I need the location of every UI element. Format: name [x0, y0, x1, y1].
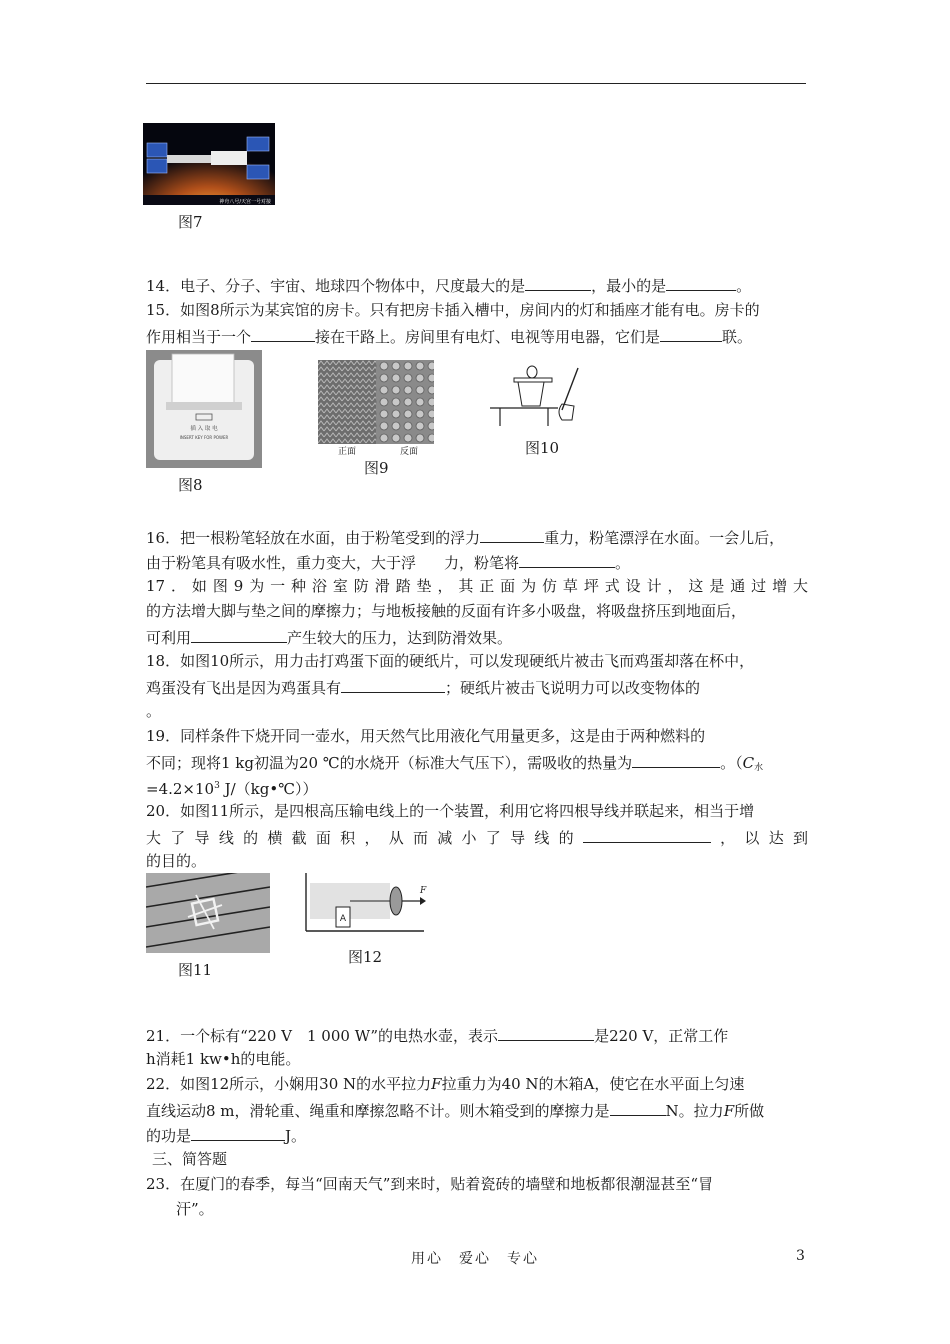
question-18-line-2: 鸡蛋没有飞出是因为鸡蛋具有 ；硬纸片被击飞说明力可以改变物体的	[146, 674, 808, 700]
answer-blank	[525, 272, 591, 291]
figure-8-card-text-cn: 插 入 取 电	[190, 426, 218, 432]
question-18-line-1: 18．如图10所示，用力击打鸡蛋下面的硬纸片，可以发现硬纸片被击飞而鸡蛋却落在杯中，	[146, 652, 755, 670]
question-19-line-1: 19．同样条件下烧开同一壶水，用天然气比用液化气用量更多，这是由于两种燃料的	[146, 727, 706, 745]
question-15-line-2: 作用相当于一个 接在干路上。房间里有电灯、电视等用电器，它们是 联。	[146, 323, 808, 349]
figure-9-right-label: 反面	[400, 447, 419, 457]
question-17-line-3: 可利用 产生较大的压力，达到防滑效果。	[146, 624, 808, 650]
figure-12-image	[302, 871, 428, 937]
answer-blank	[498, 1022, 594, 1041]
question-14: 14．电子、分子、宇宙、地球四个物体中，尺度最大的是 ，最小的是 。	[146, 272, 808, 298]
question-20-line-3: 的目的。	[146, 852, 207, 870]
answer-blank	[660, 323, 722, 342]
figure-12-caption: 图12	[348, 948, 383, 966]
question-19-line-3: $=4.2\times 10^3$ J/（kg•℃））	[146, 780, 318, 798]
answer-blank	[519, 549, 615, 568]
answer-blank	[341, 674, 445, 693]
question-18-line-3: 。	[146, 702, 162, 720]
section-3-title: 三、简答题	[152, 1150, 228, 1168]
question-20-line-1: 20．如图11所示，是四根高压输电线上的一个装置，利用它将四根导线并联起来，相当于增	[146, 802, 755, 820]
question-23-line-1: 23．在厦门的春季，每当“回南天气”到来时，贴着瓷砖的墙壁和地板都很潮湿甚至“冒	[146, 1175, 714, 1193]
question-22-line-3: 的功是 J。	[146, 1122, 808, 1148]
question-19-line-2: 不同；现将1 kg初温为20 ℃的水烧开（标准大气压下），需吸收的热量为 。（$C_水$	[146, 749, 808, 780]
answer-blank	[632, 749, 720, 768]
figure-10-caption: 图10	[525, 439, 560, 457]
answer-blank	[191, 1122, 285, 1141]
header-rule	[146, 83, 806, 84]
answer-blank	[191, 624, 287, 643]
question-21-line-2: h消耗1 kw•h的电能。	[146, 1050, 301, 1068]
answer-blank	[610, 1097, 666, 1116]
question-21-line-1: 21．一个标有“220 V 1 000 W”的电热水壶，表示 是220 V，正常工作	[146, 1022, 808, 1048]
figure-7-image	[143, 123, 275, 205]
answer-blank	[666, 272, 736, 291]
answer-blank	[583, 824, 711, 843]
question-22-line-1: 22．如图12所示，小娴用30 N的水平拉力F拉重力为40 N的木箱A，使它在水平面上匀速	[146, 1075, 745, 1093]
question-17-line-1: 17．如图9为一种浴室防滑踏垫，其正面为仿草坪式设计，这是通过增大	[146, 577, 808, 595]
figure-7-label: 神舟八号/天宫一号对接	[219, 199, 271, 205]
question-15-line-1: 15．如图8所示为某宾馆的房卡。只有把房卡插入槽中，房间内的灯和插座才能有电。房卡的	[146, 301, 760, 319]
question-16-line-2: 由于粉笔具有吸水性，重力变大，大于浮 力，粉笔将 。	[146, 549, 808, 575]
figure-12-force-label: F	[420, 886, 427, 896]
figure-8-image	[146, 350, 262, 468]
question-16-line-1: 16．把一根粉笔轻放在水面，由于粉笔受到的浮力 重力，粉笔漂浮在水面。一会儿后，	[146, 524, 808, 550]
question-23-line-2: 汗”。	[176, 1200, 214, 1218]
footer-text: 用心 爱心 专心	[411, 1251, 539, 1267]
answer-blank	[251, 323, 315, 342]
figure-12-block-label: A	[339, 914, 347, 924]
question-22-line-2: 直线运动8 m，滑轮重、绳重和摩擦忽略不计。则木箱受到的摩擦力是 N。拉力F所做	[146, 1097, 808, 1123]
figure-11-image	[146, 873, 270, 953]
figure-9-image	[318, 360, 434, 444]
page-number: 3	[796, 1248, 805, 1264]
figure-8-card-text-en: INSERT KEY FOR POWER	[179, 435, 229, 440]
figure-9-caption: 图9	[364, 459, 389, 477]
figure-9-left-label: 正面	[338, 447, 357, 457]
question-17-line-2: 的方法增大脚与垫之间的摩擦力；与地板接触的反面有许多小吸盘，将吸盘挤压到地面后，	[146, 602, 747, 620]
answer-blank	[480, 524, 544, 543]
figure-11-caption: 图11	[178, 961, 213, 979]
figure-7-caption: 图7	[178, 213, 203, 231]
figure-10-image	[488, 360, 588, 428]
figure-8-caption: 图8	[178, 476, 203, 494]
question-20-line-2: 大了导线的横截面积，从而减小了导线的 ，以达到	[146, 824, 808, 850]
